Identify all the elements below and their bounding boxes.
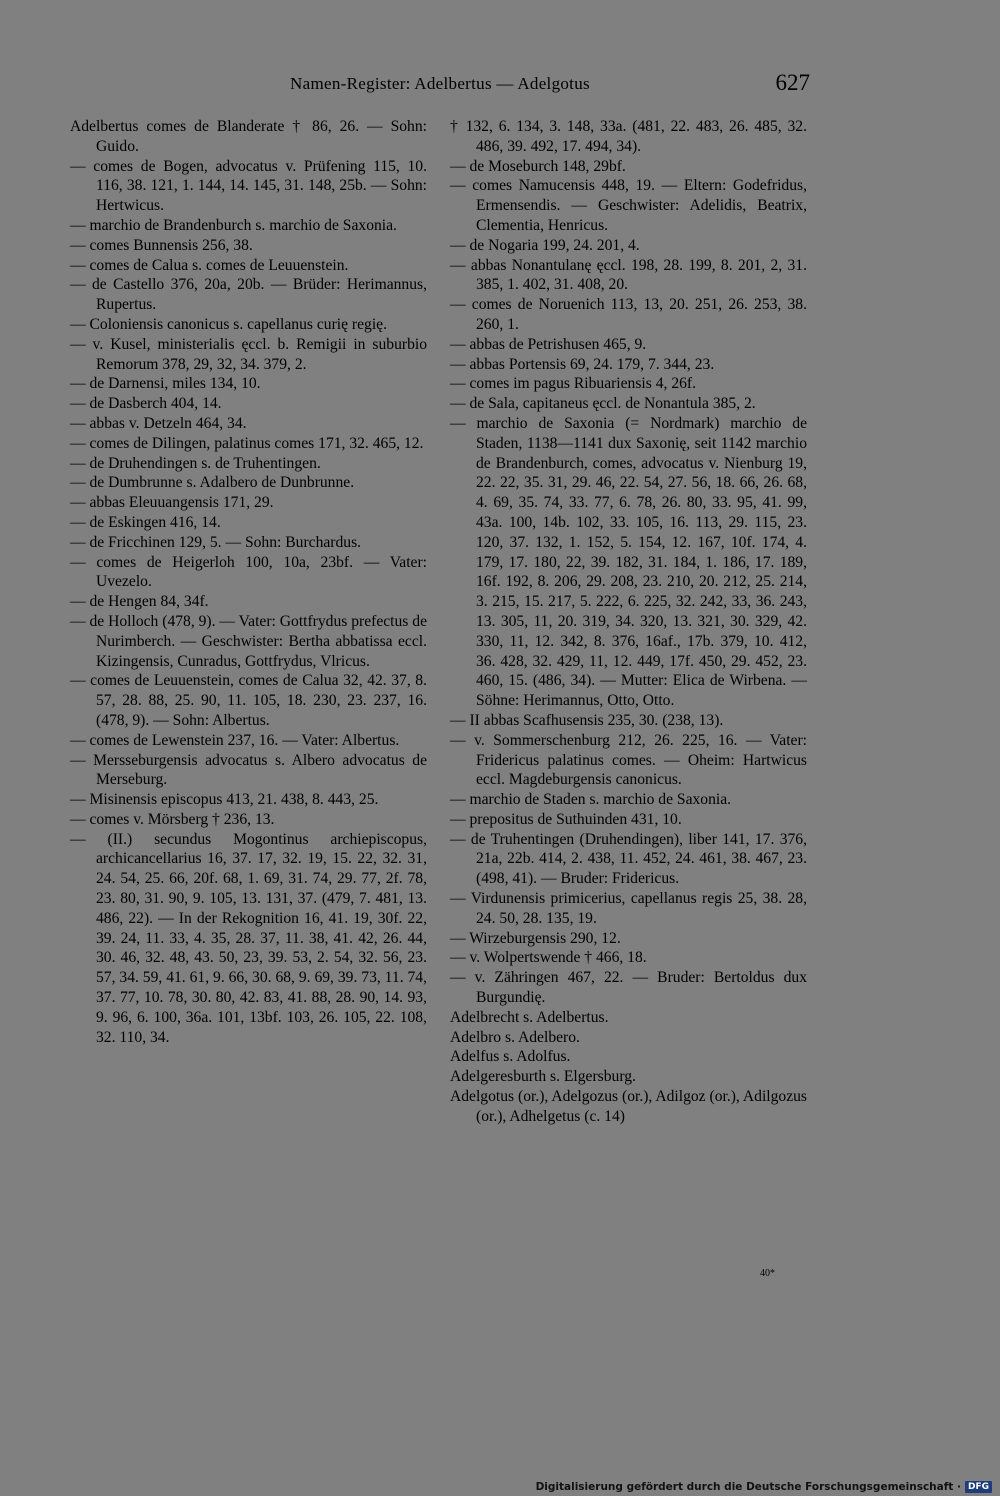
- index-entry: — comes Namucensis 448, 19. — Eltern: Godefridus, Ermensendis. — Geschwister: Adelidis, Beatrix, Clementia, Henricus.: [450, 177, 807, 234]
- index-entry: — marchio de Staden s. marchio de Saxonia.: [450, 791, 732, 809]
- index-entry: — comes de Leuuenstein, comes de Calua 32, 42. 37, 8. 57, 28. 88, 25. 90, 11. 105, 18. 230, 23. 237, 16. (478, 9). — Sohn: Albertus.: [70, 672, 427, 729]
- right-column: [450, 117, 807, 1127]
- index-entry: — de Truhentingen (Druhendingen), liber 141, 17. 376, 21a, 22b. 414, 2. 438, 11. 452, 24. 461, 38. 467, 23. (498, 41). — Bruder: Fridericus.: [450, 830, 807, 888]
- index-entry: Adelfus s. Adolfus.: [450, 1048, 571, 1066]
- index-entry: — de Darnensi, miles 134, 10.: [70, 375, 261, 393]
- signature-mark: 40*: [760, 1268, 775, 1279]
- running-head: [70, 72, 810, 98]
- index-entry: Adelbro s. Adelbero.: [450, 1028, 580, 1046]
- index-entry: — Coloniensis canonicus s. capellanus curię regię.: [70, 315, 387, 333]
- index-entry: — v. Kusel, ministerialis ęccl. b. Remigii in suburbio Remorum 378, 29, 32, 34. 379, 2.: [70, 335, 427, 373]
- index-entry: — comes de Lewenstein 237, 16. — Vater: Albertus.: [70, 731, 400, 749]
- index-entry: — abbas de Petrishusen 465, 9.: [450, 335, 647, 353]
- index-entry: — comes im pagus Ribuariensis 4, 26f.: [450, 375, 697, 393]
- index-entry: — (II.) secundus Mogontinus archiepiscopus, archicancellarius 16, 37. 17, 32. 19, 15. 22, 32. 31, 24. 54, 25. 66, 20f. 68, 1. 69, 31. 74, 29. 77, 2f. 78, 23. 80, 31. 90, 9. 105, 13. 131, 37. (479, 7. 481, 13. 486, 22). — In der Rekognition 16, 41. 19, 30f. 22, 39. 24, 11. 33, 4. 35, 28. 37, 11. 38, 41. 42, 26. 44, 30. 46, 32. 48, 43. 50, 23, 39. 53, 2. 54, 32. 56, 23. 57, 34. 59, 41. 61, 9. 66, 30. 68, 9. 69, 39. 73, 11. 74, 37. 77, 10. 78, 30. 80, 42. 83, 41. 88, 28. 90, 14. 93, 9. 96, 6. 100, 36a. 101, 13bf. 103, 26. 105, 22. 108, 32. 110, 34.: [70, 830, 427, 1046]
- index-entry: — abbas Portensis 69, 24. 179, 7. 344, 23.: [450, 355, 715, 373]
- index-entry: — de Castello 376, 20a, 20b. — Brüder: Herimannus, Rupertus.: [70, 276, 427, 314]
- index-entry: — de Sala, capitaneus ęccl. de Nonantula 385, 2.: [450, 395, 756, 413]
- index-entry: — v. Wolpertswende † 466, 18.: [450, 949, 647, 967]
- index-entry: † 132, 6. 134, 3. 148, 33a. (481, 22. 483, 26. 485, 32. 486, 39. 492, 17. 494, 34).: [450, 118, 807, 155]
- index-entry: — Wirzeburgensis 290, 12.: [450, 929, 621, 947]
- index-entry: — comes de Noruenich 113, 13, 20. 251, 26. 253, 38. 260, 1.: [450, 296, 807, 333]
- index-entry: Adelgotus (or.), Adelgozus (or.), Adilgoz (or.), Adilgozus (or.), Adhelgetus (c. 14): [450, 1088, 807, 1125]
- index-entry: — de Fricchinen 129, 5. — Sohn: Burchardus.: [70, 533, 362, 551]
- index-entry: — de Holloch (478, 9). — Vater: Gottfrydus prefectus de Nurimberch. — Geschwister: Bertha abbatissa eccl. Kizingensis, Cunradus, Gottfrydus, Vlricus.: [70, 612, 427, 670]
- index-entry: — prepositus de Suthuinden 431, 10.: [450, 810, 682, 828]
- index-entry: — de Moseburch 148, 29bf.: [450, 157, 626, 175]
- index-entry: — de Druhendingen s. de Truhentingen.: [70, 454, 321, 472]
- index-entry: — comes de Heigerloh 100, 10a, 23bf. — Vater: Uvezelo.: [70, 553, 427, 591]
- index-entry: — de Nogaria 199, 24. 201, 4.: [450, 236, 640, 254]
- index-entry: — comes v. Mörsberg † 236, 13.: [70, 810, 275, 828]
- index-entry: Adelbertus comes de Blanderate † 86, 26. — Sohn: Guido.: [70, 118, 427, 155]
- index-entry: — comes Bunnensis 256, 38.: [70, 236, 253, 254]
- index-entry: — Misinensis episcopus 413, 21. 438, 8. 443, 25.: [70, 791, 379, 809]
- index-entry: — marchio de Brandenburch s. marchio de Saxonia.: [70, 216, 397, 234]
- index-entry: — abbas Eleuuangensis 171, 29.: [70, 494, 274, 512]
- left-column: [70, 117, 427, 1047]
- index-entry: — Mersseburgensis advocatus s. Albero advocatus de Merseburg.: [70, 751, 427, 789]
- index-entry: — de Dumbrunne s. Adalbero de Dunbrunne.: [70, 474, 355, 492]
- footer-credit: Digitalisierung gefördert durch die Deutsche Forschungsgemeinschaft ·: [535, 1481, 961, 1493]
- index-entry: Adelbrecht s. Adelbertus.: [450, 1008, 609, 1026]
- index-entry: — Virdunensis primicerius, capellanus regis 25, 38. 28, 24. 50, 28. 135, 19.: [450, 890, 807, 927]
- index-entry: — v. Zähringen 467, 22. — Bruder: Bertoldus dux Burgundię.: [450, 969, 807, 1007]
- dfg-logo: DFG: [965, 1481, 992, 1493]
- index-entry: — de Hengen 84, 34f.: [70, 593, 209, 611]
- index-entry: — v. Sommerschenburg 212, 26. 225, 16. — Vater: Fridericus palatinus comes. — Oheim: Hartwicus eccl. Magdeburgensis canonicus.: [450, 731, 807, 789]
- index-entry: — abbas v. Detzeln 464, 34.: [70, 414, 247, 432]
- index-entry: — de Dasberch 404, 14.: [70, 395, 222, 413]
- index-entry: — de Eskingen 416, 14.: [70, 513, 221, 531]
- index-entry: — comes de Dilingen, palatinus comes 171, 32. 465, 12.: [70, 434, 424, 452]
- footer: [536, 1480, 992, 1494]
- index-entry: — marchio de Saxonia (= Nordmark) marchio de Staden, 1138—1141 dux Saxonię, seit 1142 marchio de Brandenburch, comes, advocatus v. Nienburg 19, 22. 22, 35. 31, 29. 46, 22. 54, 27. 56, 18. 66, 26. 68, 4. 69, 35. 74, 33. 77, 6. 78, 26. 80, 33. 95, 41. 99, 43a. 100, 14b. 102, 33. 105, 16. 113, 29. 115, 23. 120, 37. 132, 1. 152, 5. 154, 12. 167, 10f. 174, 4. 179, 17. 180, 22, 39. 182, 31. 184, 1. 186, 17. 189, 16f. 192, 8. 206, 29. 208, 23. 210, 20. 212, 25. 214, 3. 215, 15. 217, 5. 222, 6. 225, 32. 242, 33, 36. 243, 13. 305, 11, 20. 319, 34. 320, 13. 321, 30. 329, 42. 330, 11, 12. 342, 8. 376, 16af., 17b. 379, 10. 412, 36. 428, 32. 429, 11, 12. 449, 17f. 450, 29. 452, 23. 460, 15. (486, 34). — Mutter: Elica de Wirbena. — Söhne: Herimannus, Otto, Otto.: [450, 414, 807, 710]
- index-entry: — comes de Bogen, advocatus v. Prüfening 115, 10. 116, 38. 121, 1. 144, 14. 145, 31. 148, 25b. — Sohn: Hertwicus.: [70, 157, 427, 215]
- index-entry: Adelgeresburth s. Elgersburg.: [450, 1068, 636, 1086]
- index-entry: — II abbas Scafhusensis 235, 30. (238, 13).: [450, 711, 724, 729]
- page-number: 627: [775, 70, 810, 95]
- index-entry: — abbas Nonantulanę ęccl. 198, 28. 199, 8. 201, 2, 31. 385, 1. 402, 31. 408, 20.: [450, 256, 807, 294]
- index-entry: — comes de Calua s. comes de Leuuenstein.: [70, 256, 349, 274]
- page-title: Namen-Register: Adelbertus — Adelgotus: [290, 74, 590, 93]
